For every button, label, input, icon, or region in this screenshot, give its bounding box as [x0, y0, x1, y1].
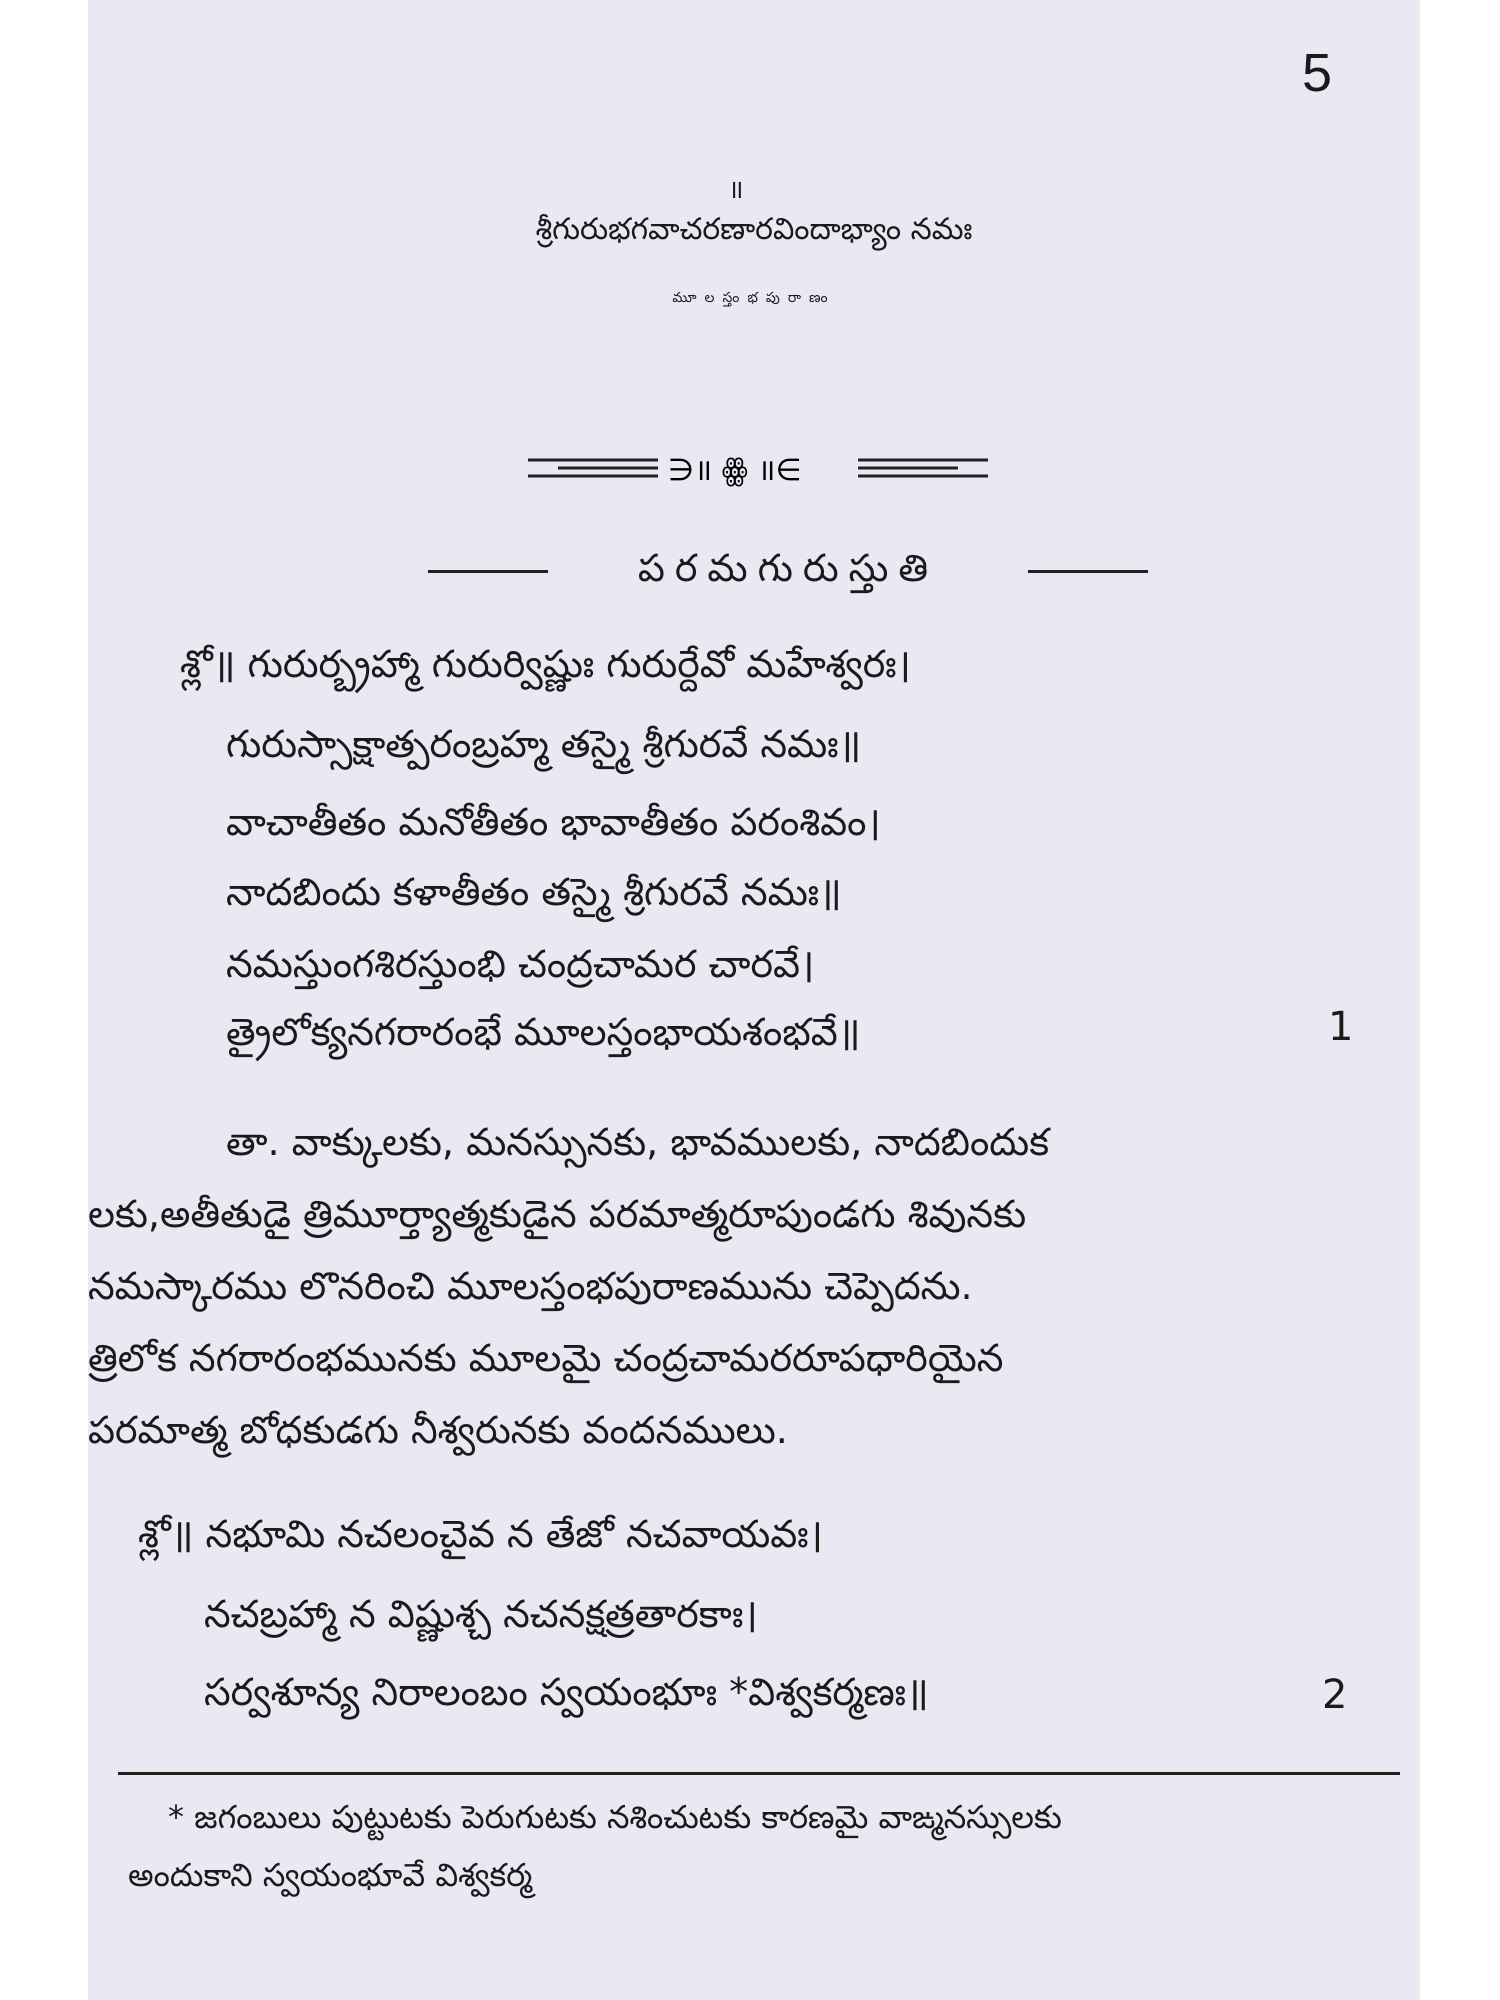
verse1-line: వాచాతీతం మనోతీతం భావాతీతం పరంశివం। [226, 800, 881, 844]
commentary-line: లకు,అతీతుడై త్రిమూర్త్యాత్మకుడైన పరమాత్మరూపుండగు శివునకు [88, 1192, 1027, 1236]
footnote-line: * జగంబులు పుట్టుటకు పెరుగుటకు నశించుటకు కారణమై వాఙ్మనస్సులకు [168, 1798, 1062, 1836]
verse1-line: నమస్తుంగశిరస్తుంభి చంద్రచామర చారవే। [226, 942, 815, 986]
verse1-line: నాదబిందు కళాతీతం తస్మై శ్రీగురవే నమః॥ [226, 870, 842, 914]
footnote-line: అందుకాని స్వయంభూవే విశ్వకర్మ [128, 1856, 533, 1894]
verse2-line: నచబ్రహ్మా న విష్ణుశ్చ నచనక్షత్రతారకాః। [204, 1592, 758, 1636]
verse1-line: గురుస్సాక్షాత్పరంబ్రహ్మ తస్మై శ్రీగురవే నమః॥ [226, 722, 862, 766]
commentary-line: తా. వాక్కులకు, మనస్సునకు, భావములకు, నాదబిందుక [226, 1120, 1050, 1164]
verse1-line: శ్లో॥ గురుర్బ్రహ్మా గురుర్విష్ణుః గురుర్దేవో మహేశ్వరః। [180, 642, 911, 686]
commentary-line: నమస్కారము లొనరించి మూలస్తంభపురాణమును చెప్పెదను. [88, 1264, 973, 1308]
commentary-line: త్రిలోక నగరారంభమునకు మూలమై చంద్రచామరరూపధారియైన [88, 1336, 1004, 1380]
page-number: 5 [1301, 43, 1332, 103]
section-heading-text: పరమగురుస్తుతి [637, 546, 939, 590]
verse2-line: శ్లో॥ నభూమి నచలంచైవ న తేజో నచవాయవః। [138, 1512, 823, 1556]
footnote-rule [118, 1772, 1400, 1775]
verse-number: 2 [1322, 1672, 1348, 1718]
verse-number: 1 [1328, 1004, 1354, 1050]
invocation-mark: ॥ [728, 175, 744, 205]
verse1-line: త్రైలోక్యనగరారంభే మూలస్తంభాయశంభవే॥ [226, 1010, 861, 1054]
verse2-line: సర్వశూన్య నిరాలంబం స్వయంభూః *విశ్వకర్మణః॥ [204, 1670, 929, 1714]
invocation: శ్రీగురుభగవాచరణారవిందాభ్యాం నమః [535, 212, 973, 247]
heading-rule-right [1028, 570, 1148, 573]
commentary-line: పరమాత్మ బోధకుడగు నీశ్వరునకు వందనములు. [88, 1408, 788, 1452]
ornament-divider [528, 438, 988, 498]
page-title: మూలస్తంభపురాణం [672, 290, 836, 306]
book-page [88, 0, 1420, 2000]
svg-text:∋॥ ꙮ ॥∈: ∋॥ ꙮ ॥∈ [668, 453, 802, 488]
section-heading [428, 540, 1148, 600]
heading-rule-left [428, 570, 548, 573]
